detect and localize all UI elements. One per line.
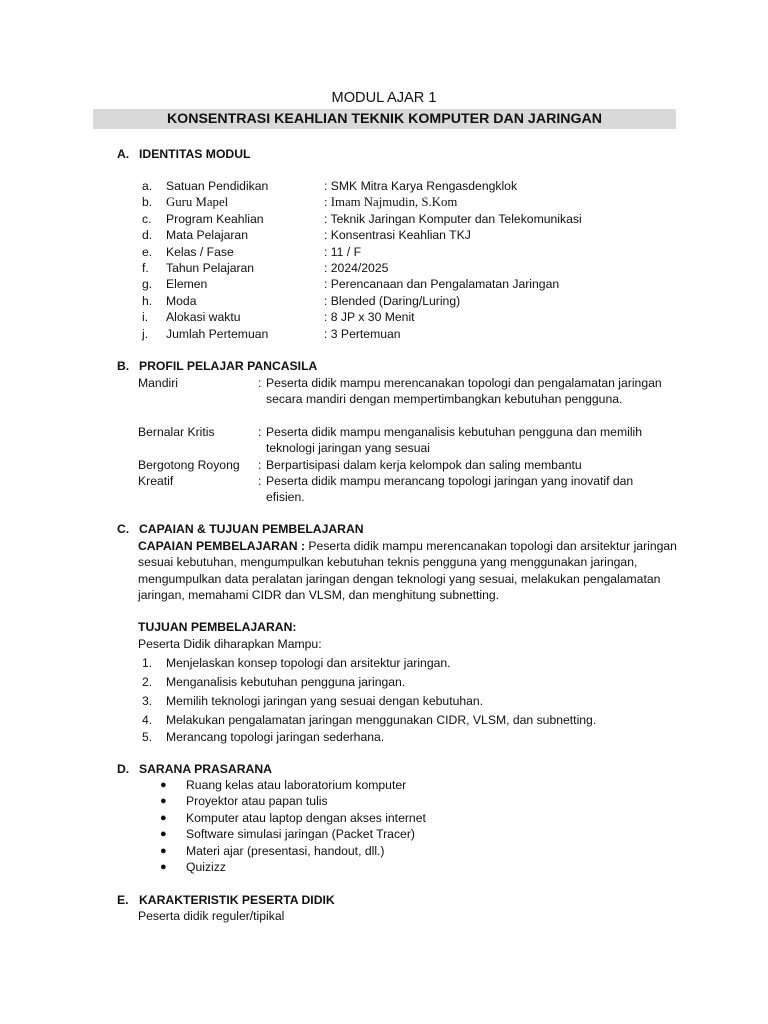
tujuan-number: 3. [142,694,153,708]
profil-text: Peserta didik mampu merencanakan topologi dan pengalamatan jaringan secara mandiri dengan mempertimbangkan kebutuhan pengguna. [266,376,662,407]
profil-label: Kreatif [138,474,174,488]
tujuan-number: 2. [142,675,153,689]
section-a-letter: A. [117,147,130,161]
tujuan-intro: Peserta Didik diharapkan Mampu: [138,637,322,651]
identitas-value: : Teknik Jaringan Komputer dan Telekomunikasi [324,211,582,226]
identitas-value: : SMK Mitra Karya Rengasdengklok [324,179,518,193]
tujuan-text: Memilih teknologi jaringan yang sesuai dengan kebutuhan. [166,694,484,708]
section-e-heading [117,892,335,908]
identitas-key: b. [142,195,153,210]
profil-label: Bergotong Royong [138,458,240,472]
identitas-label: Guru Mapel [166,195,229,210]
bullet-icon: ● [160,779,167,791]
identitas-label: Mata Pelajaran [166,228,248,243]
sarana-text: Materi ajar (presentasi, handout, dll.) [186,843,385,858]
identitas-value: : Imam Najmudin, S.Kom [324,195,458,210]
identitas-label: Jumlah Pertemuan [166,326,269,341]
profil-colon: : [258,376,262,390]
identitas-label: Satuan Pendidikan [166,179,269,193]
identitas-label: Tahun Pelajaran [166,261,255,275]
sarana-text: Quizizz [186,860,226,874]
profil-colon: : [258,474,262,488]
identitas-key: c. [142,211,152,226]
profil-colon: : [258,425,262,439]
section-e-title: KARAKTERISTIK PESERTA DIDIK [139,893,335,907]
tujuan-label: TUJUAN PEMBELAJARAN: [138,620,297,634]
section-d-letter: D. [117,762,130,776]
sarana-text: Ruang kelas atau laboratorium komputer [186,778,407,792]
identitas-key: j. [142,326,149,341]
identitas-value: : 11 / F [324,244,362,259]
profil-text: Peserta didik mampu menganalisis kebutuhan pengguna dan memilih teknologi jaringan yang sesuai [266,425,643,456]
bullet-icon: ● [160,795,167,808]
identitas-value: : 3 Pertemuan [324,326,401,341]
module-title: MODUL AJAR 1 [331,90,437,106]
profil-label: Mandiri [138,376,178,390]
section-a-title: IDENTITAS MODUL [139,147,251,161]
tujuan-text: Merancang topologi jaringan sederhana. [166,730,385,744]
section-d-title: SARANA PRASARANA [139,762,272,776]
identitas-label: Alokasi waktu [166,310,241,325]
section-e-letter: E. [117,893,129,907]
bullet-icon: ● [160,844,167,857]
identitas-key: i. [142,310,149,325]
identitas-label: Kelas / Fase [166,244,234,259]
identitas-value: : Konsentrasi Keahlian TKJ [324,228,471,243]
bullet-icon: ● [160,811,167,824]
sarana-text: Proyektor atau papan tulis [186,794,328,809]
section-c-title: CAPAIAN & TUJUAN PEMBELAJARAN [139,522,364,536]
tujuan-number: 4. [142,713,153,727]
tujuan-number: 5. [142,730,153,744]
section-c-letter: C. [117,522,130,536]
section-d-heading [117,761,272,777]
tujuan-number: 1. [142,656,153,670]
profil-label: Bernalar Kritis [138,425,215,439]
bullet-icon: ● [160,828,167,841]
profil-text: Peserta didik mampu merancang topologi jaringan yang inovatif dan efisien. [266,474,634,505]
identitas-label: Program Keahlian [166,211,264,226]
identitas-key: h. [142,293,153,308]
tujuan-text: Menganalisis kebutuhan pengguna jaringan. [166,675,406,689]
section-b-letter: B. [117,359,130,373]
identitas-key: f. [142,261,149,275]
capaian-paragraph [138,538,678,603]
section-b-title: PROFIL PELAJAR PANCASILA [139,359,318,373]
identitas-key: g. [142,277,153,292]
tujuan-text: Melakukan pengalamatan jaringan menggunakan CIDR, VLSM, dan subnetting. [166,713,597,727]
identitas-label: Elemen [166,277,208,292]
identitas-key: e. [142,244,153,259]
identitas-key: a. [142,179,153,193]
sarana-text: Komputer atau laptop dengan akses internet [186,810,426,825]
capaian-text: Peserta didik mampu merencanakan topologi dan arsitektur jaringan sesuai kebutuhan, mengumpulkan kebutuhan teknis pengguna yang menggunakan jaringan, mengumpulkan data peralatan jaringan dengan teknologi yang sesuai, melakukan pengalamatan jaringan, memahami CIDR dan VLSM, dan menghitung subnetting. [138,539,677,602]
capaian-label: CAPAIAN PEMBELAJARAN : [138,539,306,553]
identitas-value: : 2024/2025 [324,261,389,275]
tujuan-text: Menjelaskan konsep topologi dan arsitektur jaringan. [166,656,451,670]
identitas-value: : 8 JP x 30 Menit [324,310,415,325]
identitas-key: d. [142,228,153,243]
sarana-text: Software simulasi jaringan (Packet Tracer) [186,827,415,842]
identitas-label: Moda [166,293,197,308]
profil-text: Berpartisipasi dalam kerja kelompok dan saling membantu [266,458,582,472]
identitas-value: : Blended (Daring/Luring) [324,293,461,308]
profil-colon: : [258,458,262,472]
bullet-icon: ● [160,861,167,873]
identitas-value: : Perencanaan dan Pengalamatan Jaringan [324,277,560,292]
section-a-heading [117,146,250,162]
karakteristik-text: Peserta didik reguler/tipikal [138,909,285,923]
section-c-heading [117,521,364,537]
module-subtitle: KONSENTRASI KEAHLIAN TEKNIK KOMPUTER DAN JARINGAN [93,109,676,129]
section-b-heading [117,358,317,374]
